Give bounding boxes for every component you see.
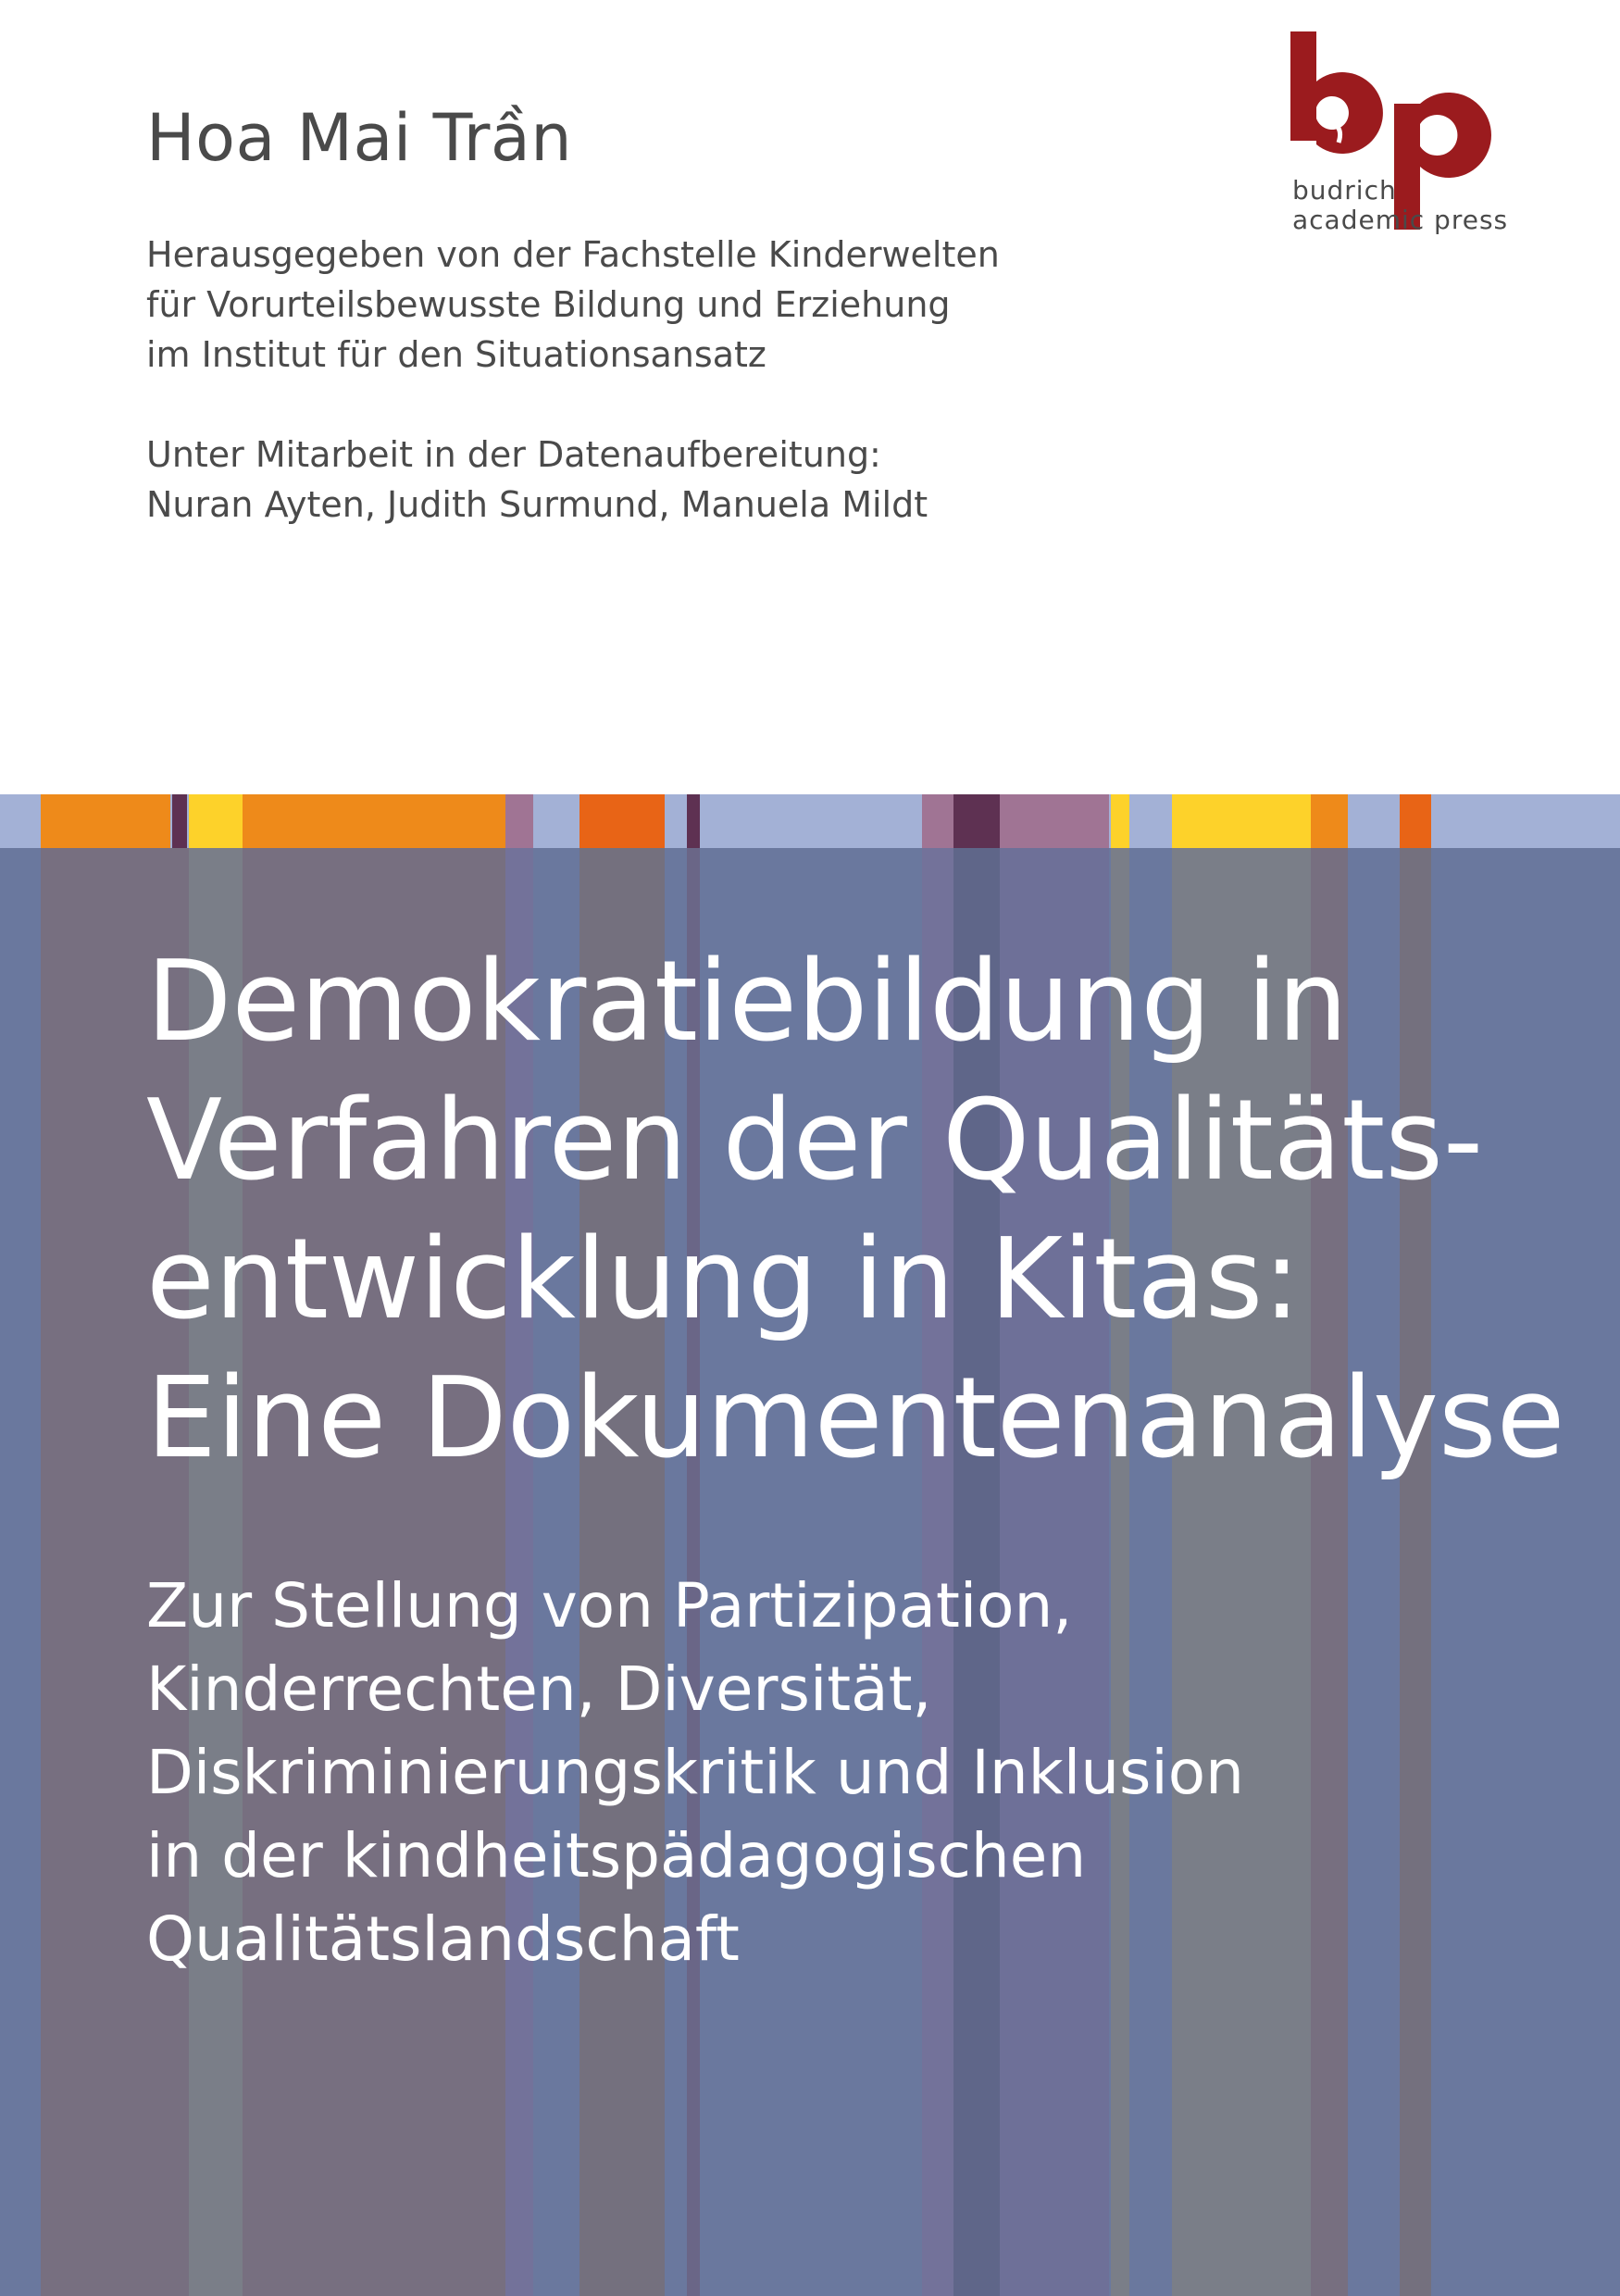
collab-line: Nuran Ayten, Judith Surmund, Manuela Mildt [146, 484, 928, 525]
collaboration-info [146, 430, 928, 530]
subtitle-line: in der kindheitspädagogischen [146, 1820, 1087, 1891]
book-subtitle [146, 1565, 1244, 1981]
subtitle-line: Qualitätslandschaft [146, 1903, 740, 1975]
editor-line: für Vorurteilsbewusste Bildung und Erziehung [146, 284, 951, 325]
editor-line: Herausgegeben von der Fachstelle Kinderwelten [146, 234, 1000, 275]
editor-info [146, 230, 1000, 380]
subtitle-line: Diskriminierungskritik und Inklusion [146, 1737, 1244, 1808]
collab-line: Unter Mitarbeit in der Datenaufbereitung: [146, 434, 881, 475]
book-title [146, 933, 1564, 1489]
publisher-name [1292, 176, 1508, 235]
title-line: Eine Dokumentenanalyse [146, 1354, 1565, 1483]
editor-line: im Institut für den Situationsansatz [146, 334, 766, 375]
title-line: entwicklung in Kitas: [146, 1216, 1301, 1344]
subtitle-line: Kinderrechten, Diversität, [146, 1653, 932, 1725]
subtitle-line: Zur Stellung von Partizipation, [146, 1570, 1073, 1641]
title-line: Verfahren der Qualitäts- [146, 1077, 1484, 1205]
publisher-name-line2: academic press [1292, 205, 1509, 235]
author-name: Hoa Mai Trần [146, 100, 573, 176]
title-line: Demokratiebildung in [146, 938, 1348, 1067]
publisher-name-line1: budrich [1292, 175, 1397, 206]
